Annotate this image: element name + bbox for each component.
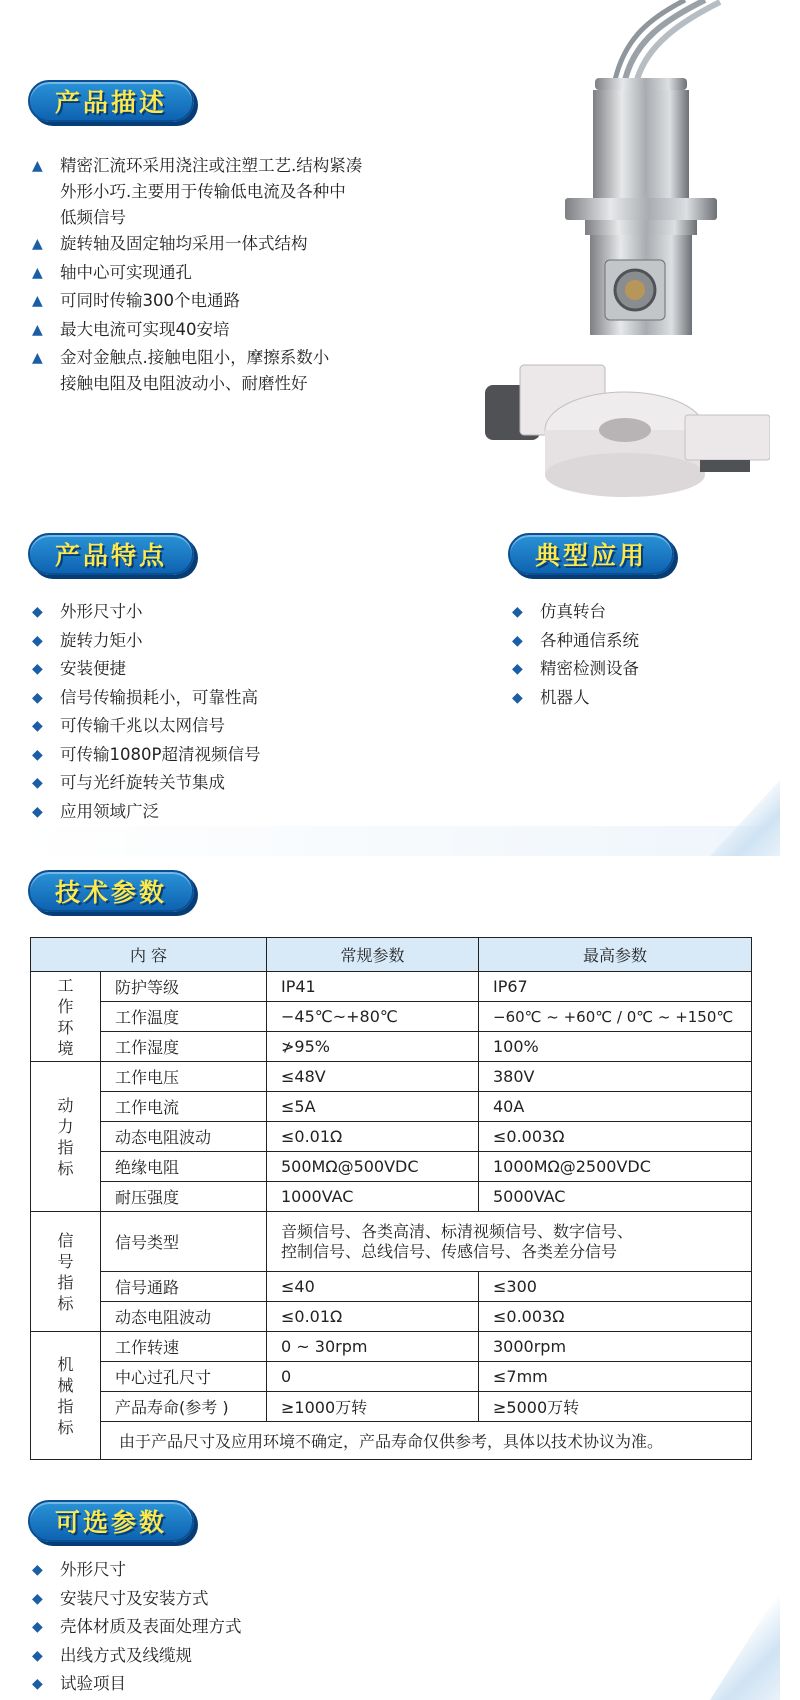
- spec-table: [30, 937, 752, 1460]
- diamond-bullet-icon: ◆: [32, 1619, 43, 1635]
- slip-ring-cylinder-image: [555, 0, 725, 345]
- diamond-bullet-icon: ◆: [32, 1590, 43, 1607]
- list-item: ◆ 试验项目: [32, 1671, 352, 1700]
- max-cell: IP67: [479, 972, 752, 1002]
- diamond-bullet-icon: ◆: [32, 746, 43, 763]
- description-list: [32, 153, 452, 397]
- item-cell: 信号类型: [101, 1212, 267, 1272]
- section-title-options: 可选参数: [28, 1500, 194, 1542]
- normal-cell: 0: [267, 1362, 479, 1392]
- list-item: ◆ 外形尺寸: [32, 1557, 352, 1586]
- triangle-bullet-icon: ▲: [32, 350, 43, 366]
- header-max: 最高参数: [479, 938, 752, 972]
- section-title-specs: 技术参数: [28, 870, 194, 912]
- normal-cell: 1000VAC: [267, 1182, 479, 1212]
- diamond-bullet-icon: ◆: [512, 661, 523, 677]
- table-row: [31, 1302, 752, 1332]
- list-item: ◆ 应用领域广泛: [32, 799, 352, 828]
- normal-cell: ≤5A: [267, 1092, 479, 1122]
- list-item: ◆ 各种通信系统: [512, 628, 732, 657]
- category-cell: 信 号 指 标: [31, 1212, 101, 1332]
- list-item: ◆ 机器人: [512, 685, 732, 714]
- normal-cell: −45℃~+80℃: [267, 1002, 479, 1032]
- triangle-bullet-icon: ▲: [32, 264, 43, 281]
- normal-cell: 0 ~ 30rpm: [267, 1332, 479, 1362]
- diamond-bullet-icon: ◆: [512, 604, 523, 620]
- list-item: ◆ 可传输千兆以太网信号: [32, 713, 352, 742]
- diamond-bullet-icon: ◆: [32, 632, 43, 649]
- applications-list: [512, 599, 732, 713]
- max-cell: ≤0.003Ω: [479, 1302, 752, 1332]
- max-cell: 5000VAC: [479, 1182, 752, 1212]
- table-row: [31, 1392, 752, 1422]
- diamond-bullet-icon: ◆: [512, 689, 523, 706]
- options-list: [32, 1557, 352, 1700]
- section-title-applications: 典型应用: [508, 533, 674, 575]
- list-item: ▲ 可同时传输300个电通路: [32, 288, 452, 317]
- table-row: [31, 1062, 752, 1092]
- note-cell: 由于产品尺寸及应用环境不确定，产品寿命仅供参考，具体以技术协议为准。: [101, 1422, 752, 1460]
- max-cell: ≥5000万转: [479, 1392, 752, 1422]
- item-cell: 动态电阻波动: [101, 1122, 267, 1152]
- max-cell: ≤300: [479, 1272, 752, 1302]
- category-cell: 工 作 环 境: [31, 972, 101, 1062]
- max-cell: 380V: [479, 1062, 752, 1092]
- triangle-bullet-icon: ▲: [32, 158, 43, 174]
- item-cell: 绝缘电阻: [101, 1152, 267, 1182]
- table-row: [31, 1032, 752, 1062]
- diamond-bullet-icon: ◆: [32, 1562, 43, 1578]
- header-normal: 常规参数: [267, 938, 479, 972]
- diamond-bullet-icon: ◆: [32, 803, 43, 820]
- diamond-bullet-icon: ◆: [32, 661, 43, 677]
- table-row: [31, 1182, 752, 1212]
- list-item: ◆ 信号传输损耗小，可靠性高: [32, 685, 352, 714]
- list-item: ◆ 旋转力矩小: [32, 628, 352, 657]
- table-row: [31, 1332, 752, 1362]
- item-cell: 信号通路: [101, 1272, 267, 1302]
- table-row: [31, 1422, 752, 1460]
- item-cell: 工作电流: [101, 1092, 267, 1122]
- diamond-bullet-icon: ◆: [32, 775, 43, 791]
- normal-cell: IP41: [267, 972, 479, 1002]
- max-cell: ≤7mm: [479, 1362, 752, 1392]
- item-cell: 防护等级: [101, 972, 267, 1002]
- max-cell: 1000MΩ@2500VDC: [479, 1152, 752, 1182]
- item-cell: 耐压强度: [101, 1182, 267, 1212]
- list-item: ▲ 最大电流可实现40安培: [32, 317, 452, 346]
- table-row: [31, 1362, 752, 1392]
- list-item: ◆ 壳体材质及表面处理方式: [32, 1614, 352, 1643]
- item-cell: 工作转速: [101, 1332, 267, 1362]
- max-cell: 40A: [479, 1092, 752, 1122]
- item-cell: 产品寿命(参考 ): [101, 1392, 267, 1422]
- normal-cell: ≥1000万转: [267, 1392, 479, 1422]
- item-cell: 工作湿度: [101, 1032, 267, 1062]
- list-item: ◆ 出线方式及线缆规: [32, 1643, 352, 1672]
- list-item: ◆ 可传输1080P超清视频信号: [32, 742, 352, 771]
- signal-type-cell: 音频信号、各类高清、标清视频信号、数字信号、 控制信号、总线信号、传感信号、各类差分信号: [267, 1212, 752, 1272]
- category-cell: 机 械 指 标: [31, 1332, 101, 1460]
- list-item: ◆ 外形尺寸小: [32, 599, 352, 628]
- table-row: [31, 1002, 752, 1032]
- normal-cell: ≯95%: [267, 1032, 479, 1062]
- max-cell: ≤0.003Ω: [479, 1122, 752, 1152]
- max-cell: 100%: [479, 1032, 752, 1062]
- normal-cell: ≤0.01Ω: [267, 1302, 479, 1332]
- table-header-row: [31, 938, 752, 972]
- diamond-bullet-icon: ◆: [32, 1676, 43, 1692]
- normal-cell: 500MΩ@500VDC: [267, 1152, 479, 1182]
- diamond-bullet-icon: ◆: [32, 718, 43, 734]
- decorative-band: [20, 826, 780, 856]
- item-cell: 中心过孔尺寸: [101, 1362, 267, 1392]
- table-row: [31, 1092, 752, 1122]
- item-cell: 动态电阻波动: [101, 1302, 267, 1332]
- list-item: ▲ 旋转轴及固定轴均采用一体式结构: [32, 231, 452, 260]
- category-cell: 动 力 指 标: [31, 1062, 101, 1212]
- list-item: ◆ 可与光纤旋转关节集成: [32, 770, 352, 799]
- features-list: [32, 599, 352, 856]
- list-item: ◆ 安装尺寸及安装方式: [32, 1586, 352, 1615]
- diamond-bullet-icon: ◆: [32, 1647, 43, 1664]
- section-title-features: 产品特点: [28, 533, 194, 575]
- normal-cell: ≤0.01Ω: [267, 1122, 479, 1152]
- section-title-description: 产品描述: [28, 80, 194, 122]
- list-item: ◆ 仿真转台: [512, 599, 732, 628]
- table-row: [31, 1272, 752, 1302]
- diamond-bullet-icon: ◆: [512, 632, 523, 649]
- decorative-swoosh: [710, 1590, 780, 1700]
- normal-cell: ≤40: [267, 1272, 479, 1302]
- slip-ring-flange-image: [475, 355, 770, 505]
- item-cell: 工作温度: [101, 1002, 267, 1032]
- table-row: [31, 1212, 752, 1272]
- table-row: [31, 972, 752, 1002]
- normal-cell: ≤48V: [267, 1062, 479, 1092]
- header-content: 内 容: [31, 938, 267, 972]
- list-item: ▲ 金对金触点.接触电阻小，摩擦系数小 接触电阻及电阻波动小、耐磨性好: [32, 345, 452, 397]
- max-cell: 3000rpm: [479, 1332, 752, 1362]
- diamond-bullet-icon: ◆: [32, 604, 43, 620]
- diamond-bullet-icon: ◆: [32, 689, 43, 706]
- triangle-bullet-icon: ▲: [32, 293, 43, 309]
- table-row: [31, 1152, 752, 1182]
- triangle-bullet-icon: ▲: [32, 236, 43, 252]
- table-row: [31, 1122, 752, 1152]
- triangle-bullet-icon: ▲: [32, 321, 43, 338]
- list-item: ◆ 精密检测设备: [512, 656, 732, 685]
- list-item: ◆ 安装便捷: [32, 656, 352, 685]
- list-item: ▲ 轴中心可实现通孔: [32, 260, 452, 289]
- item-cell: 工作电压: [101, 1062, 267, 1092]
- max-cell: −60℃ ~ +60℃ / 0℃ ~ +150℃: [479, 1002, 752, 1032]
- list-item: ▲ 精密汇流环采用浇注或注塑工艺.结构紧凑 外形小巧.主要用于传输低电流及各种中 低频信号: [32, 153, 452, 231]
